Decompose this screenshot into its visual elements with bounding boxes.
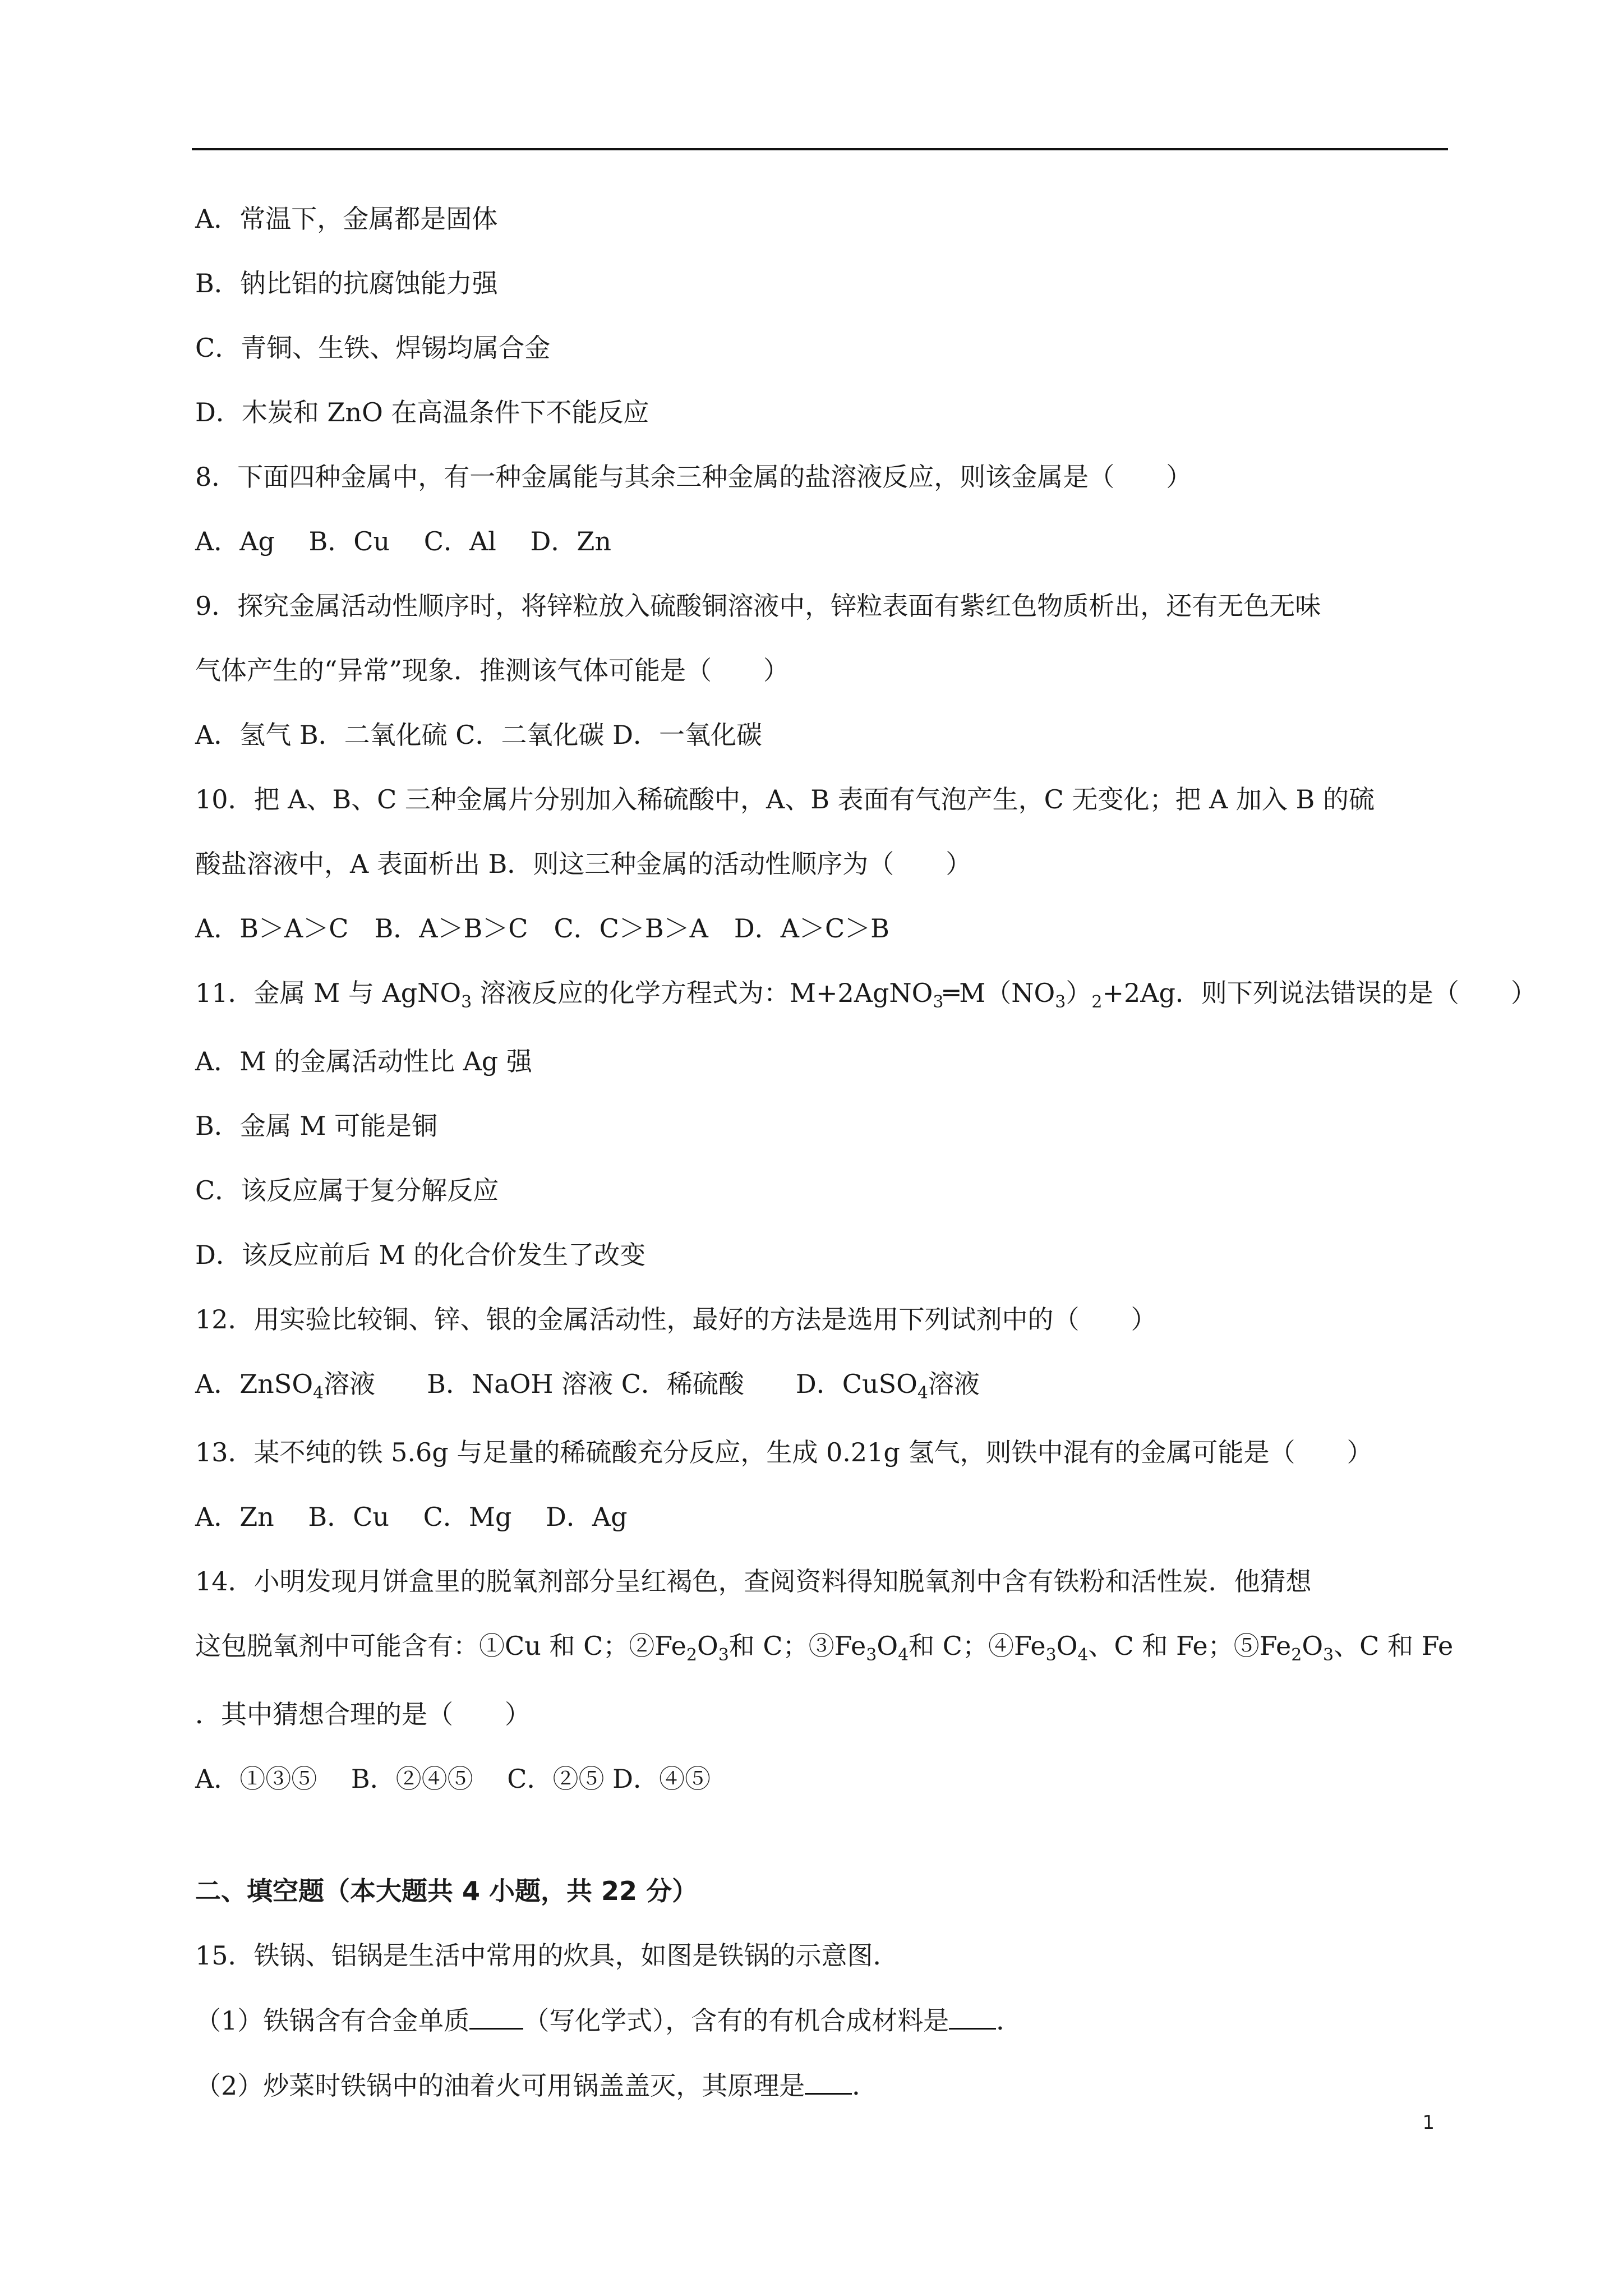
q7-option-a: A．常温下，金属都是固体: [195, 204, 498, 234]
q14-sub-7: 2: [1291, 1645, 1302, 1665]
header-rule: [192, 148, 1448, 150]
q15-part2: [195, 2068, 1449, 2102]
q11-option-d: D．该反应前后 M 的化合价发生了改变: [195, 1240, 646, 1270]
q15-part1-c: ．: [996, 2005, 1022, 2036]
q11-stem-part3: ═M（NO: [943, 978, 1055, 1008]
q14-sub-1: 2: [686, 1645, 697, 1665]
q15-part1-a: （1）铁锅含有合金单质: [195, 2005, 470, 2036]
q14-sub-5: 3: [1045, 1645, 1057, 1665]
q12-subscript-d: 4: [917, 1383, 928, 1403]
q14-options: A．①③⑤ B．②④⑤ C．②⑤ D．④⑤: [195, 1764, 711, 1794]
q15-part1-b: （写化学式），含有的有机合成材料是: [523, 2005, 949, 2036]
q7-option-b: B．钠比铝的抗腐蚀能力强: [195, 268, 498, 298]
q12-options: [195, 1367, 1449, 1405]
q11-option-c: C．该反应属于复分解反应: [195, 1175, 499, 1205]
q11-subscript-1: 3: [461, 992, 472, 1012]
q15-stem: 15．铁锅、铝锅是生活中常用的炊具，如图是铁锅的示意图．: [195, 1940, 899, 1971]
q14-line2-h: O: [1302, 1631, 1324, 1661]
section-2-title: 二、填空题（本大题共 4 小题，共 22 分）: [195, 1876, 698, 1906]
q7-option-d: D．木炭和 ZnO 在高温条件下不能反应: [195, 397, 649, 427]
q14-sub-6: 4: [1077, 1645, 1089, 1665]
q15-part2-b: ．: [852, 2070, 878, 2101]
q11-subscript-4: 2: [1091, 992, 1103, 1012]
answer-blank-1[interactable]: [469, 2003, 523, 2030]
q13-options: A．Zn B．Cu C．Mg D．Ag: [195, 1502, 628, 1532]
q14-line2-c: 和 C；③Fe: [728, 1631, 866, 1661]
q9-options: A．氢气 B．二氧化硫 C．二氧化碳 D．一氧化碳: [195, 720, 762, 750]
q11-stem-part4: ）: [1066, 978, 1092, 1008]
q12-stem: 12．用实验比较铜、锌、银的金属活动性，最好的方法是选用下列试剂中的（ ）: [195, 1304, 1157, 1335]
q12-options-middle: 溶液 B．NaOH 溶液 C．稀硫酸 D．CuSO: [324, 1369, 917, 1399]
q10-options: A．B＞A＞C B．A＞B＞C C．C＞B＞A D．A＞C＞B: [195, 913, 889, 944]
q14-sub-4: 4: [898, 1645, 909, 1665]
q8-options: A．Ag B．Cu C．Al D．Zn: [195, 526, 611, 556]
answer-blank-3[interactable]: [805, 2068, 852, 2095]
q14-line2-a: 这包脱氧剂中可能含有：①Cu 和 C；②Fe: [195, 1631, 686, 1661]
q15-part1: [195, 2003, 1449, 2037]
q11-stem-part1: 11．金属 M 与 AgNO: [195, 978, 462, 1008]
q14-line2-b: O: [697, 1631, 718, 1661]
q14-sub-3: 3: [866, 1645, 877, 1665]
q8-stem: 8．下面四种金属中，有一种金属能与其余三种金属的盐溶液反应，则该金属是（ ）: [195, 462, 1192, 492]
q10-stem-line1: 10．把 A、B、C 三种金属片分别加入稀硫酸中，A、B 表面有气泡产生，C 无变化；把 A 加入 B 的硫: [195, 784, 1375, 815]
q11-option-a: A．M 的金属活动性比 Ag 强: [195, 1046, 532, 1076]
q11-subscript-2: 3: [933, 992, 944, 1012]
q14-stem-line3: ．其中猜想合理的是（ ）: [195, 1699, 531, 1729]
q13-stem: 13．某不纯的铁 5.6g 与足量的稀硫酸充分反应，生成 0.21g 氢气，则铁中混有的金属可能是（ ）: [195, 1437, 1373, 1467]
q11-subscript-3: 3: [1055, 992, 1066, 1012]
q14-stem-line1: 14．小明发现月饼盒里的脱氧剂部分呈红褐色，查阅资料得知脱氧剂中含有铁粉和活性炭．他猜想: [195, 1566, 1312, 1596]
q9-stem-line2: 气体产生的“异常”现象．推测该气体可能是（ ）: [195, 655, 790, 685]
q11-stem-part5: +2Ag．则下列说法错误的是（ ）: [1102, 978, 1537, 1008]
q12-option-d-tail: 溶液: [928, 1369, 980, 1399]
document-body: [195, 202, 1537, 2133]
q14-line2-e: 和 C；④Fe: [909, 1631, 1046, 1661]
q14-line2-g: 、C 和 Fe；⑤Fe: [1088, 1631, 1292, 1661]
q14-sub-2: 3: [718, 1645, 729, 1665]
q11-stem-part2: 溶液反应的化学方程式为：M+2AgNO: [472, 978, 933, 1008]
answer-blank-2[interactable]: [949, 2003, 996, 2030]
q10-stem-line2: 酸盐溶液中，A 表面析出 B．则这三种金属的活动性顺序为（ ）: [195, 849, 972, 879]
q12-option-a: A．ZnSO: [195, 1369, 313, 1399]
q12-subscript-a: 4: [313, 1383, 324, 1403]
q14-line2-f: O: [1056, 1631, 1078, 1661]
page-number: 1: [1422, 2111, 1435, 2134]
q14-sub-8: 3: [1323, 1645, 1334, 1665]
q14-line2-i: 、C 和 Fe: [1334, 1631, 1454, 1661]
q11-stem: [195, 976, 1537, 1014]
q7-option-c: C．青铜、生铁、焊锡均属合金: [195, 333, 551, 363]
q14-stem-line2: [195, 1629, 1454, 1667]
q14-line2-d: O: [877, 1631, 898, 1661]
q11-option-b: B．金属 M 可能是铜: [195, 1111, 438, 1141]
q15-part2-a: （2）炒菜时铁锅中的油着火可用锅盖盖灭，其原理是: [195, 2070, 805, 2101]
q9-stem-line1: 9．探究金属活动性顺序时，将锌粒放入硫酸铜溶液中，锌粒表面有紫红色物质析出，还有无色无味: [195, 591, 1321, 621]
